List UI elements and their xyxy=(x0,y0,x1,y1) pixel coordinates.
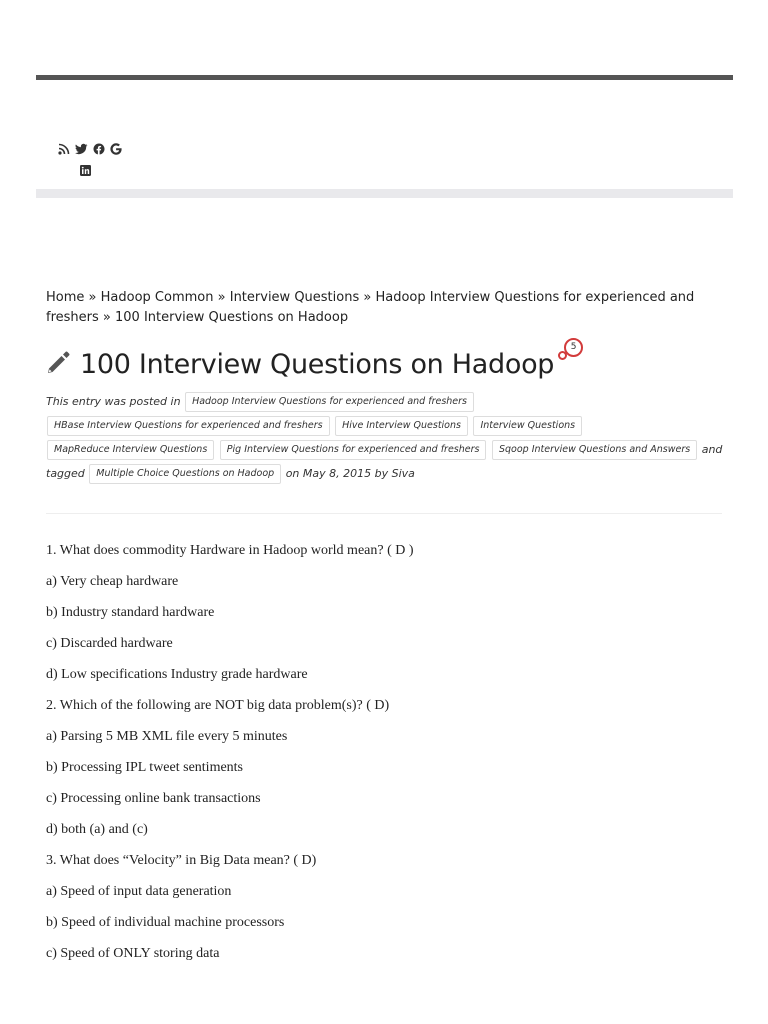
header-top-bar xyxy=(36,75,733,80)
header-divider-bar xyxy=(36,189,733,198)
content-line: 1. What does commodity Hardware in Hadoop world mean? ( D ) xyxy=(46,543,414,558)
breadcrumb-separator: » xyxy=(217,290,226,305)
posted-in-label: This entry was posted in xyxy=(46,395,181,408)
content-line: c) Speed of ONLY storing data xyxy=(46,946,220,961)
breadcrumb-current: 100 Interview Questions on Hadoop xyxy=(115,310,349,325)
breadcrumb xyxy=(46,288,706,328)
breadcrumb-hadoop-common[interactable]: Hadoop Common xyxy=(100,290,214,305)
post-header xyxy=(46,342,726,386)
tag-link[interactable]: Multiple Choice Questions on Hadoop xyxy=(89,464,281,484)
comment-count-badge[interactable] xyxy=(558,338,582,362)
content-line: b) Industry standard hardware xyxy=(46,605,215,620)
category-link[interactable]: Pig Interview Questions for experienced and freshers xyxy=(220,440,487,460)
content-line: a) Very cheap hardware xyxy=(46,574,179,589)
pencil-icon xyxy=(46,349,80,379)
twitter-icon[interactable] xyxy=(75,143,88,155)
content-line: d) both (a) and (c) xyxy=(46,822,148,837)
content-line: b) Speed of individual machine processors xyxy=(46,915,285,930)
category-link[interactable]: Hadoop Interview Questions for experienced and freshers xyxy=(185,392,474,412)
breadcrumb-separator: » xyxy=(88,290,97,305)
category-link[interactable]: HBase Interview Questions for experienced and freshers xyxy=(47,416,330,436)
breadcrumb-hadoop-interview-questions[interactable]: Hadoop Interview Questions for experienced and freshers xyxy=(46,290,695,325)
google-icon[interactable] xyxy=(110,143,122,155)
breadcrumb-home[interactable]: Home xyxy=(46,290,85,305)
category-link[interactable]: MapReduce Interview Questions xyxy=(47,440,214,460)
content-line: c) Discarded hardware xyxy=(46,636,173,651)
content-line: b) Processing IPL tweet sentiments xyxy=(46,760,244,775)
category-link[interactable]: Interview Questions xyxy=(473,416,582,436)
meta-divider xyxy=(46,513,722,514)
breadcrumb-separator: » xyxy=(363,290,372,305)
post-meta xyxy=(46,390,726,486)
linkedin-icon[interactable] xyxy=(80,165,91,176)
post-content xyxy=(46,541,706,975)
breadcrumb-interview-questions[interactable]: Interview Questions xyxy=(229,290,360,305)
content-line: 2. Which of the following are NOT big data problem(s)? ( D) xyxy=(46,698,390,713)
content-line: c) Processing online bank transactions xyxy=(46,791,261,806)
post-date-author: on May 8, 2015 by Siva xyxy=(285,467,415,480)
category-link[interactable]: Hive Interview Questions xyxy=(335,416,468,436)
breadcrumb-separator: » xyxy=(102,310,111,325)
content-line: 3. What does “Velocity” in Big Data mean? ( D) xyxy=(46,853,317,868)
content-line: a) Speed of input data generation xyxy=(46,884,232,899)
social-links xyxy=(58,141,138,178)
rss-icon[interactable] xyxy=(58,143,70,155)
and-tagged-label: and tagged xyxy=(46,443,723,480)
content-line: a) Parsing 5 MB XML file every 5 minutes xyxy=(46,729,288,744)
facebook-icon[interactable] xyxy=(93,143,105,155)
comment-count: 5 xyxy=(564,338,583,357)
category-link[interactable]: Sqoop Interview Questions and Answers xyxy=(492,440,697,460)
content-line: d) Low specifications Industry grade hardware xyxy=(46,667,308,682)
page-title: 100 Interview Questions on Hadoop xyxy=(80,348,555,380)
